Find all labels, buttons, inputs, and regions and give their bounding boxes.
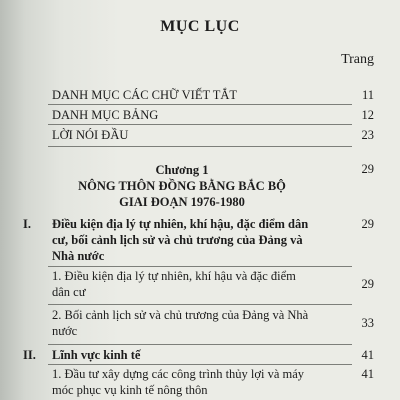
toc-subsection-3[interactable] (52, 366, 374, 400)
toc-entry-label: DANH MỤC BẢNG (52, 108, 159, 122)
dotted-divider (48, 266, 352, 267)
dotted-divider (48, 304, 352, 305)
dotted-divider (48, 124, 352, 125)
chapter-title-line2: GIAI ĐOẠN 1976-1980 (119, 195, 245, 209)
toc-section-i[interactable] (23, 216, 374, 266)
toc-entry-preface[interactable] (52, 128, 374, 143)
subsection-page: 41 (361, 367, 374, 381)
dotted-divider (48, 146, 352, 147)
subsection-page: 33 (361, 316, 374, 330)
section-number: I. (23, 217, 31, 231)
section-page: 41 (361, 348, 374, 362)
toc-entry-label: LỜI NÓI ĐẦU (52, 128, 129, 142)
chapter-page: 29 (361, 162, 374, 176)
subsection-title-line2: móc phục vụ kinh tế nông thôn (52, 383, 208, 397)
page-title: MỤC LỤC (160, 18, 240, 35)
toc-entry-tables[interactable] (52, 108, 374, 123)
subsection-title-line2: dân cư (52, 285, 86, 299)
toc-entry-page: 12 (361, 108, 374, 122)
page-column-header: Trang (341, 52, 374, 67)
subsection-title-line1: 2. Bối cảnh lịch sử và chủ trương của Đảng và Nhà (52, 308, 309, 322)
toc-entry-abbreviations[interactable] (52, 88, 374, 103)
subsection-page: 29 (361, 277, 374, 291)
section-title-line1: Điều kiện địa lý tự nhiên, khí hậu, đặc điểm dân (52, 217, 309, 231)
section-number: II. (23, 348, 36, 362)
section-title-line1: Lĩnh vực kinh tế (52, 348, 141, 362)
subsection-title-line2: nước (52, 324, 78, 338)
section-title-line3: Nhà nước (52, 249, 105, 263)
toc-entry-page: 23 (361, 128, 374, 142)
section-title-line2: cư, bối cảnh lịch sử và chủ trương của Đảng và (52, 233, 303, 247)
dotted-divider (48, 104, 352, 105)
subsection-title-line1: 1. Đầu tư xây dựng các công trình thủy lợi và máy (52, 367, 305, 381)
subsection-title-line1: 1. Điều kiện địa lý tự nhiên, khí hậu và đặc điểm (52, 269, 296, 283)
toc-entry-label: DANH MỤC CÁC CHỮ VIẾT TẮT (52, 88, 238, 102)
toc-subsection-1[interactable] (52, 268, 374, 304)
chapter-heading[interactable]: Chương 1 (155, 163, 209, 177)
toc-entry-page: 11 (361, 88, 374, 102)
chapter-title-line1: NÔNG THÔN ĐỒNG BẰNG BẮC BỘ (78, 179, 286, 193)
toc-section-ii[interactable] (23, 347, 374, 363)
dotted-divider (48, 344, 352, 345)
dotted-divider (48, 364, 352, 365)
toc-subsection-2[interactable] (52, 307, 374, 343)
section-page: 29 (361, 217, 374, 231)
